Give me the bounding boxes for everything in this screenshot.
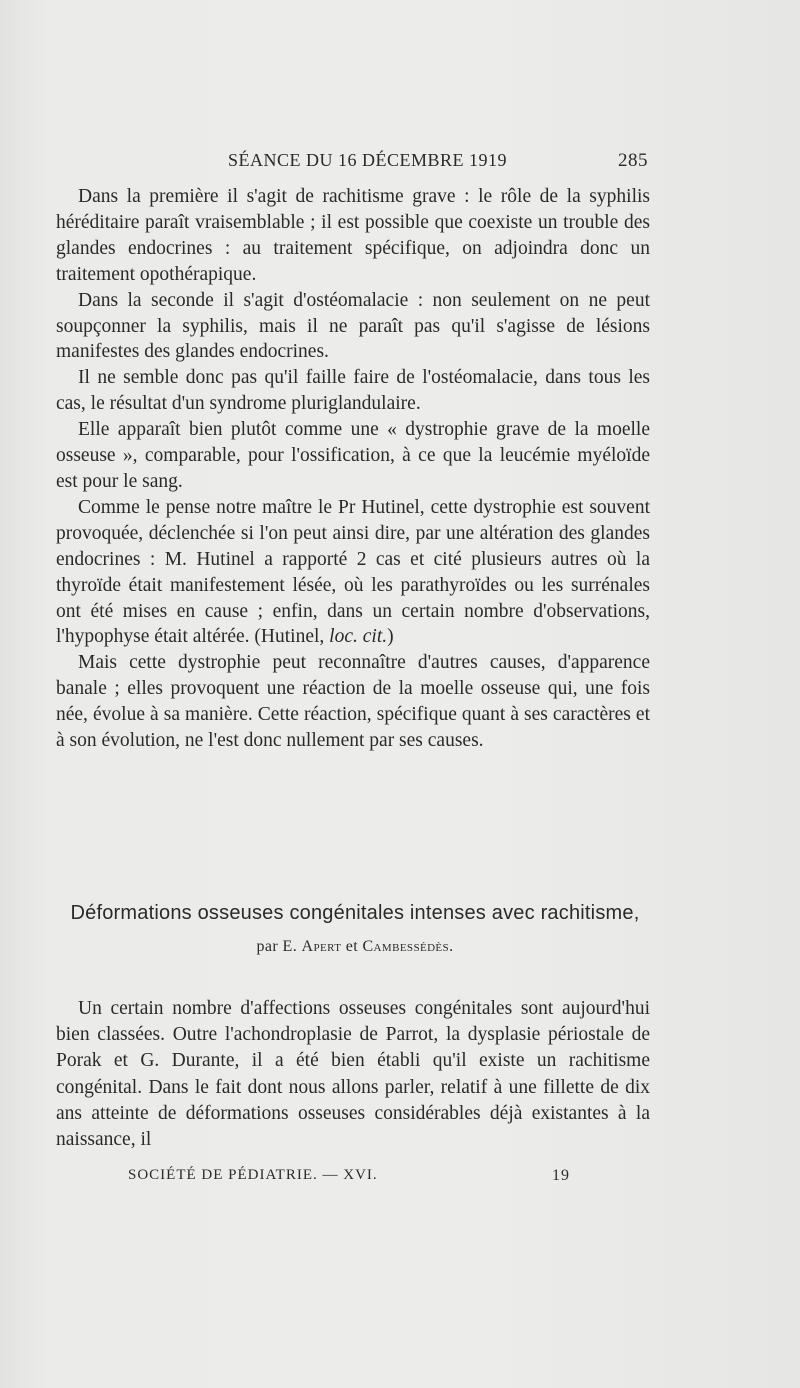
section-authors (62, 938, 648, 956)
paragraph: Mais cette dystrophie peut reconnaître d'autres causes, d'apparence banale ; elles provoquent une réaction de la moelle osseuse qui, une fois née, évolue à sa manière. Cette réaction, spécifique quant à ses caractères et à son évolution, ne l'est donc nullement par ses causes. (56, 652, 650, 752)
page-number: 285 (618, 150, 648, 171)
paragraph (56, 495, 650, 650)
and-text: et (341, 938, 363, 955)
citation: loc. cit. (329, 626, 388, 648)
sheet-number: 19 (552, 1167, 570, 1184)
running-header (78, 150, 648, 176)
title-abbrev: Pr (338, 496, 356, 518)
section-title: Déformations osseuses congénitales intenses avec rachitisme, (70, 902, 640, 924)
footer-signature (128, 1167, 570, 1189)
paragraph: Il ne semble donc pas qu'il faille faire de l'ostéomalacie, dans tous les cas, le résultat d'un syndrome pluriglandulaire. (56, 367, 650, 415)
paragraph: Elle apparaît bien plutôt comme une « dystrophie grave de la moelle osseuse », comparable, pour l'ossification, à ce que la leucémie myéloïde est pour le sang. (56, 419, 650, 492)
paragraph: Dans la première il s'agit de rachitisme grave : le rôle de la syphilis héréditaire paraît vraisemblable ; il est possible que coexiste un trouble des glandes endocrines : au traitement spécifique, on adjoindra donc un traitement opothérapique. (56, 186, 650, 285)
running-title: SÉANCE DU 16 DÉCEMBRE 1919 (228, 150, 508, 170)
author-name: Apert (301, 938, 342, 955)
journal-signature: SOCIÉTÉ DE PÉDIATRIE. — XVI. (128, 1167, 378, 1183)
body-text-part2 (56, 996, 650, 1153)
text-run: Comme le pense notre maître le (78, 496, 338, 518)
paragraph: Dans la seconde il s'agit d'ostéomalacie : non seulement on ne peut soupçonner la syphilis, mais il ne paraît pas qu'il s'agisse de lésions manifestes des glandes endocrines. (56, 289, 650, 363)
body-text-part1 (56, 184, 650, 754)
text-run: Hutinel, cette dystrophie est souvent provoquée, déclenchée si l'on peut ainsi dire, par une altération des glandes endocrines : M. Hutinel a rapporté 2 cas et cité plusieurs autres où la thyroïde était manifestement lésée, où les parathyroïdes ou les surrénales ont été mises en cause ; enfin, dans un certain nombre d'observations, l'hypophyse était altérée. (Hutinel, (56, 496, 651, 648)
by-text: par E. (256, 938, 302, 955)
period-text: . (449, 938, 454, 955)
paragraph: Un certain nombre d'affections osseuses congénitales sont aujourd'hui bien classées. Outre l'achondroplasie de Parrot, la dysplasie périostale de Porak et G. Durante, il a été bien établi qu'il existe un rachitisme congénital. Dans le fait dont nous allons parler, relatif à une fillette de dix ans atteinte de déformations osseuses considérables déjà existantes à la naissance, il (56, 998, 650, 1151)
author-name: Cambessédès (362, 938, 450, 955)
text-run: ) (387, 626, 394, 648)
